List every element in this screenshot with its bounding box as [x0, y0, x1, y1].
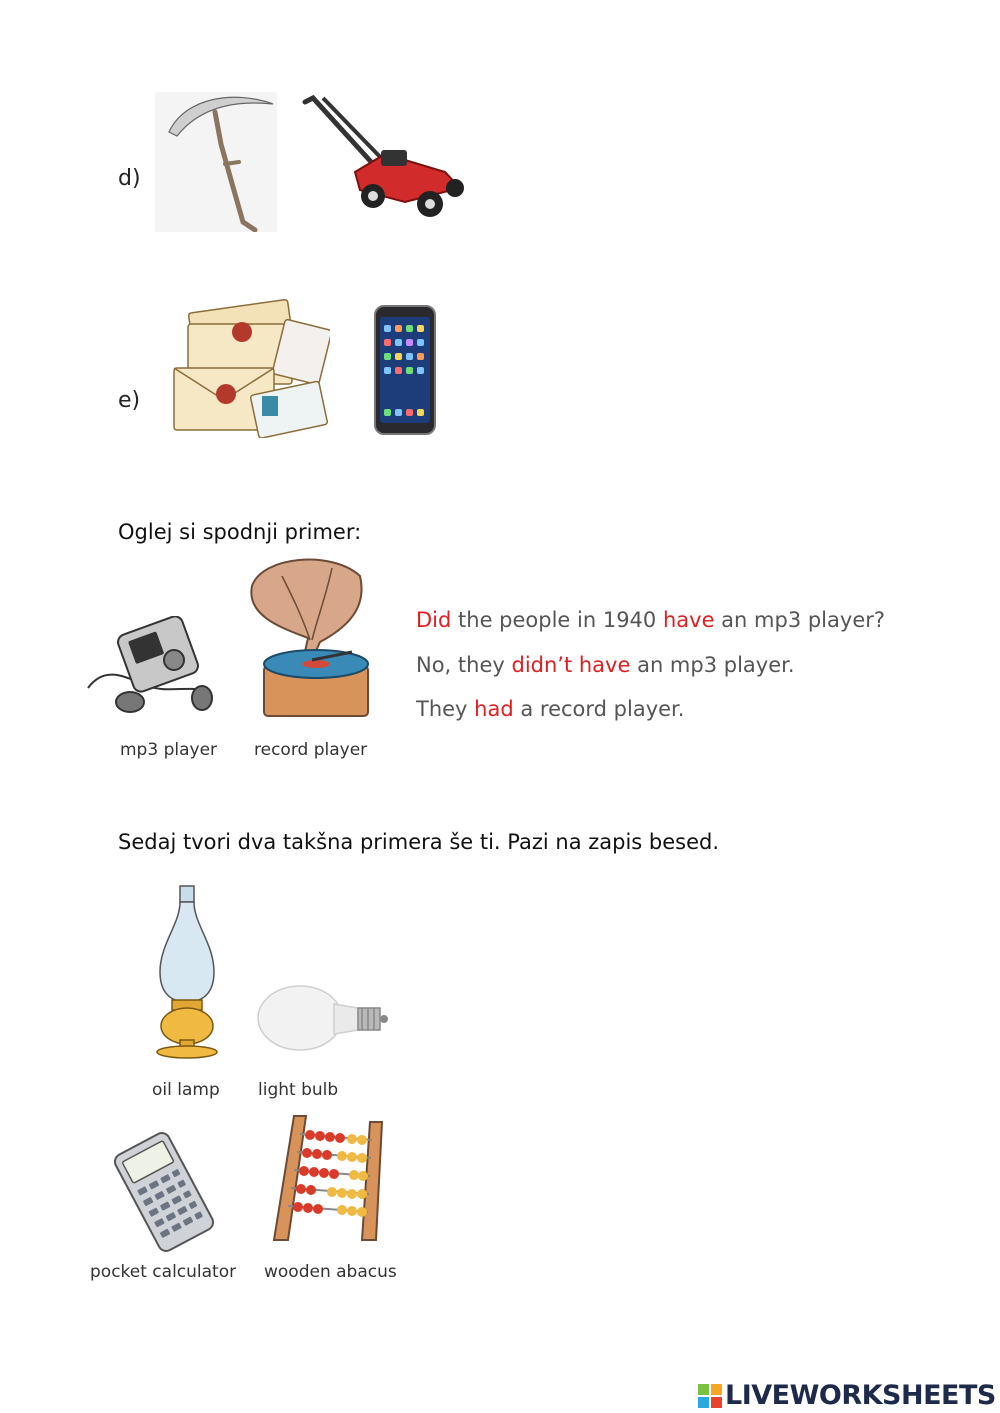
liveworksheets-brand[interactable]	[698, 1380, 996, 1411]
lawn-mower-icon	[295, 92, 467, 220]
caption-wooden-abacus: wooden abacus	[264, 1262, 397, 1282]
mp3-player-icon	[84, 616, 214, 716]
light-bulb-icon	[254, 982, 390, 1058]
task-instruction: Sedaj tvori dva takšna primera še ti. Pazi na zapis besed.	[118, 830, 720, 854]
smartphone-icon	[374, 305, 436, 435]
item-label-e: e)	[118, 388, 141, 413]
wooden-abacus-icon	[266, 1112, 384, 1244]
caption-pocket-calculator: pocket calculator	[90, 1262, 237, 1282]
example-sentence-negative: No, they didn’t have an mp3 player.	[416, 653, 795, 677]
example-sentence-positive: They had a record player.	[416, 697, 685, 721]
keyword-did: Did	[416, 608, 452, 632]
pocket-calculator-icon	[108, 1132, 220, 1252]
example-sentence-question: Did the people in 1940 have an mp3 player?	[416, 608, 886, 632]
oil-lamp-icon	[150, 884, 224, 1062]
item-label-d: d)	[118, 166, 141, 191]
keyword-didnt-have: didn’t have	[511, 653, 631, 677]
caption-light-bulb: light bulb	[258, 1080, 339, 1100]
caption-oil-lamp: oil lamp	[152, 1080, 220, 1100]
caption-mp3-player: mp3 player	[120, 740, 218, 760]
letters-icon	[170, 296, 330, 438]
caption-record-player: record player	[254, 740, 368, 760]
scythe-icon	[155, 92, 277, 232]
keyword-had: had	[474, 697, 514, 721]
keyword-have: have	[662, 608, 715, 632]
brand-name: LIVEWORKSHEETS	[725, 1380, 996, 1411]
liveworksheets-logo-icon	[698, 1384, 722, 1408]
example-instruction: Oglej si spodnji primer:	[118, 520, 362, 544]
record-player-icon	[242, 556, 376, 724]
